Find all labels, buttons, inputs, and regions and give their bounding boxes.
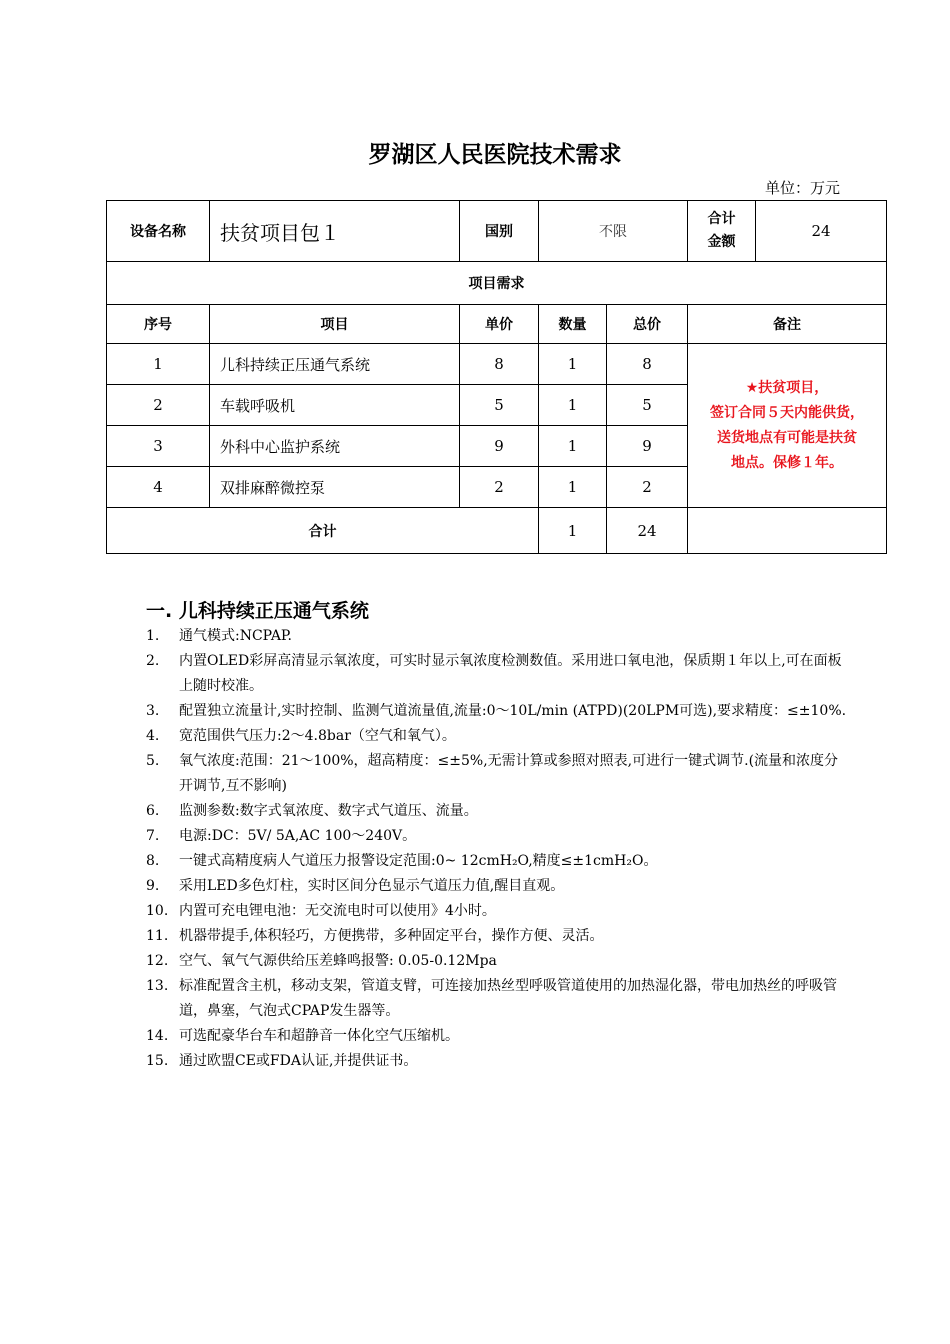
list-item: [146, 624, 851, 649]
list-item: [146, 1049, 851, 1074]
list-item-text: 通气模式:NCPAP.: [179, 628, 292, 644]
row-qty: 1: [539, 385, 607, 426]
header-row: [107, 201, 887, 262]
spec-list: [146, 624, 851, 1074]
list-item-text: 内置可充电锂电池：无交流电时可以使用》4小时。: [179, 903, 496, 919]
row-no: 1: [107, 344, 210, 385]
list-item-number: 6.: [146, 803, 160, 819]
sum-qty: 1: [539, 508, 607, 554]
remark-line: 送货地点有可能是扶贫: [717, 429, 857, 446]
total-amount-label: [688, 201, 756, 261]
list-item-text: 宽范围供气压力:2～4.8bar（空气和氧气）。: [179, 728, 456, 744]
total-amount-label-line2: 金额: [707, 234, 736, 250]
country-label: 国别: [460, 201, 539, 262]
list-item: [146, 699, 851, 724]
list-item-number: 13.: [146, 978, 169, 994]
sum-total: 24: [607, 508, 688, 554]
sum-row: [107, 508, 887, 554]
list-item-number: 3.: [146, 703, 160, 719]
row-no: 2: [107, 385, 210, 426]
list-item: [146, 924, 851, 949]
spec-section-title: 一. 儿科持续正压通气系统: [146, 600, 369, 622]
total-amount-label-line1: 合计: [707, 211, 736, 227]
col-header-unit-price: 单价: [460, 305, 539, 344]
list-item: [146, 899, 851, 924]
row-unit-price: 5: [460, 385, 539, 426]
row-item: 双排麻醉微控泵: [210, 467, 460, 508]
list-item-text: 可选配豪华台车和超静音一体化空气压缩机。: [179, 1028, 459, 1044]
list-item: [146, 874, 851, 899]
list-item-text: 内置OLED彩屏高清显示氧浓度，可实时显示氧浓度检测数值。采用进口氧电池，保质期１年以上,可在面板上随时校准。: [179, 653, 842, 694]
list-item: [146, 949, 851, 974]
row-qty: 1: [539, 467, 607, 508]
list-item-text: 空气、氧气气源供给压差蜂鸣报警: 0.05-0.12Mpa: [179, 953, 497, 969]
remark-line: 签订合同５天内能供货，: [710, 404, 864, 421]
list-item-text: 配置独立流量计,实时控制、监测气道流量值,流量:0～10L/min (ATPD)(20LPM可选),要求精度：≤±10%.: [179, 703, 847, 719]
list-item-number: 2.: [146, 653, 160, 669]
list-item-number: 11.: [146, 928, 169, 944]
list-item-number: 9.: [146, 878, 160, 894]
row-item: 外科中心监护系统: [210, 426, 460, 467]
row-qty: 1: [539, 426, 607, 467]
col-header-item: 项目: [210, 305, 460, 344]
device-name-value: 扶贫项目包１: [210, 201, 460, 262]
list-item: [146, 1024, 851, 1049]
remark-cell: [688, 344, 887, 508]
table-row: [107, 344, 887, 385]
list-item-number: 1.: [146, 628, 160, 644]
col-header-total: 总价: [607, 305, 688, 344]
list-item-number: 4.: [146, 728, 160, 744]
row-total: 2: [607, 467, 688, 508]
list-item: [146, 799, 851, 824]
column-header-row: [107, 305, 887, 344]
list-item-number: 8.: [146, 853, 160, 869]
list-item-number: 15.: [146, 1053, 169, 1069]
row-no: 4: [107, 467, 210, 508]
row-unit-price: 8: [460, 344, 539, 385]
list-item-text: 标准配置含主机，移动支架，管道支臂，可连接加热丝型呼吸管道使用的加热湿化器，带电加热丝的呼吸管道，鼻塞，气泡式CPAP发生器等。: [179, 978, 837, 1019]
list-item-text: 监测参数:数字式氧浓度、数字式气道压、流量。: [179, 803, 478, 819]
section-heading: 项目需求: [107, 262, 887, 305]
list-item: [146, 849, 851, 874]
list-item-number: 10.: [146, 903, 169, 919]
col-header-remark: 备注: [688, 305, 887, 344]
list-item-text: 一键式高精度病人气道压力报警设定范围:0~ 12cmH₂O,精度≤±1cmH₂O。: [179, 853, 658, 869]
row-item: 车载呼吸机: [210, 385, 460, 426]
device-name-label: 设备名称: [107, 201, 210, 262]
list-item-number: 12.: [146, 953, 169, 969]
row-unit-price: 9: [460, 426, 539, 467]
row-unit-price: 2: [460, 467, 539, 508]
list-item-text: 通过欧盟CE或FDA认证,并提供证书。: [179, 1053, 418, 1069]
row-item: 儿科持续正压通气系统: [210, 344, 460, 385]
row-total: 9: [607, 426, 688, 467]
list-item-number: 14.: [146, 1028, 169, 1044]
sum-remark-empty: [688, 508, 887, 554]
list-item: [146, 724, 851, 749]
unit-label: 单位：万元: [765, 179, 841, 197]
total-amount-value: 24: [811, 222, 831, 240]
total-amount-cell: [688, 201, 887, 262]
list-item: [146, 649, 851, 699]
row-qty: 1: [539, 344, 607, 385]
page-title: 罗湖区人民医院技术需求: [368, 142, 622, 168]
list-item: [146, 974, 851, 1024]
list-item-text: 机器带提手,体积轻巧，方便携带，多种固定平台，操作方便、灵活。: [179, 928, 604, 944]
remark-line: 地点。保修１年。: [731, 454, 843, 471]
list-item: [146, 749, 851, 799]
list-item: [146, 824, 851, 849]
row-total: 5: [607, 385, 688, 426]
list-item-text: 氧气浓度:范围：21～100%，超高精度：≤±5%,无需计算或参照对照表,可进行一键式调节.(流量和浓度分开调节,互不影响): [179, 753, 839, 794]
col-header-qty: 数量: [539, 305, 607, 344]
remark-line: ★扶贫项目，: [745, 379, 829, 396]
list-item-text: 采用LED多色灯柱，实时区间分色显示气道压力值,醒目直观。: [179, 878, 565, 894]
list-item-number: 5.: [146, 753, 160, 769]
country-value: 不限: [539, 201, 688, 262]
sum-label: 合计: [107, 508, 539, 554]
row-no: 3: [107, 426, 210, 467]
requirements-table: [106, 200, 887, 554]
col-header-no: 序号: [107, 305, 210, 344]
list-item-number: 7.: [146, 828, 160, 844]
list-item-text: 电源:DC：5V/ 5A,AC 100～240V。: [179, 828, 417, 844]
row-total: 8: [607, 344, 688, 385]
